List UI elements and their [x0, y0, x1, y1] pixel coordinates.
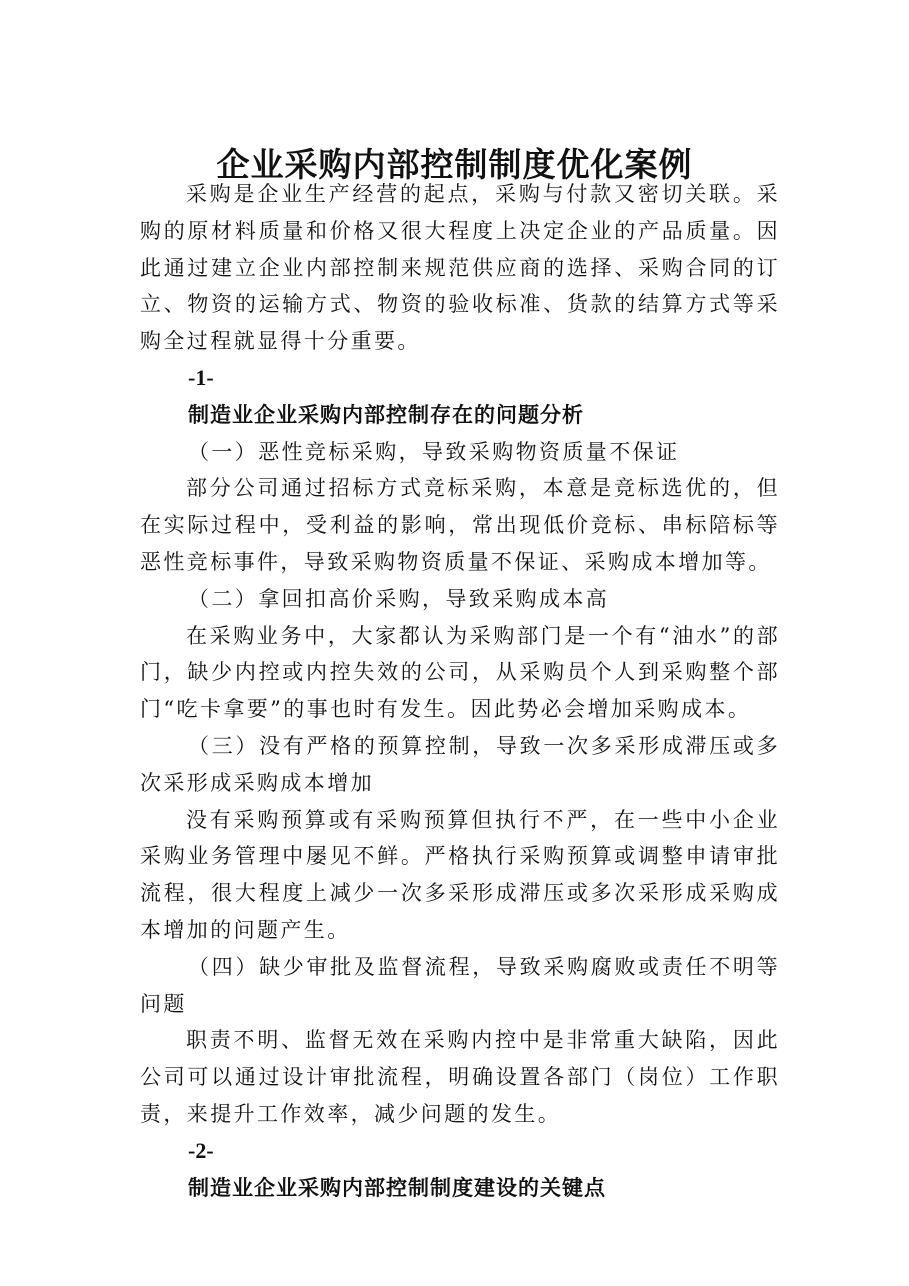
document-body: [140, 176, 780, 1206]
subsection-1-heading: （一）恶性竞标采购，导致采购物资质量不保证: [188, 439, 680, 464]
section-1-number: -1-: [188, 364, 214, 390]
subsection-4-heading: （四）缺少审批及监督流程，导致采购腐败或责任不明等问题: [140, 954, 780, 1016]
subsection-3-heading: （三）没有严格的预算控制，导致一次多采形成滞压或多次采形成采购成本增加: [140, 733, 780, 795]
subsection-2-heading: （二）拿回扣高价采购，导致采购成本高: [188, 586, 610, 611]
section-2-heading: 制造业企业采购内部控制制度建设的关键点: [188, 1174, 606, 1200]
section-2-number: -2-: [188, 1137, 214, 1163]
section-1-heading: 制造业企业采购内部控制存在的问题分析: [188, 401, 584, 427]
intro-paragraph: 采购是企业生产经营的起点，采购与付款又密切关联。采购的原材料质量和价格又很大程度上决定企业的产品质量。因此通过建立企业内部控制来规范供应商的选择、采购合同的订立、物资的运输方式、物资的验收标准、货款的结算方式等采购全过程就显得十分重要。: [140, 182, 780, 354]
subsection-3-paragraph: 没有采购预算或有采购预算但执行不严，在一些中小企业采购业务管理中屡见不鲜。严格执行采购预算或调整申请审批流程，很大程度上减少一次多采形成滞压或多次采形成采购成本增加的问题产生。: [140, 807, 780, 942]
subsection-2-paragraph: 在采购业务中，大家都认为采购部门是一个有“油水”的部门，缺少内控或内控失效的公司，从采购员个人到采购整个部门“吃卡拿要”的事也时有发生。因此势必会增加采购成本。: [140, 623, 780, 722]
subsection-1-paragraph: 部分公司通过招标方式竞标采购，本意是竞标选优的，但在实际过程中，受利益的影响，常出现低价竞标、串标陪标等恶性竞标事件，导致采购物资质量不保证、采购成本增加等。: [140, 476, 780, 574]
subsection-4-paragraph: 职责不明、监督无效在采购内控中是非常重大缺陷，因此公司可以通过设计审批流程，明确设置各部门（岗位）工作职责，来提升工作效率，减少问题的发生。: [140, 1028, 780, 1126]
page-title: 企业采购内部控制制度优化案例: [216, 145, 693, 185]
